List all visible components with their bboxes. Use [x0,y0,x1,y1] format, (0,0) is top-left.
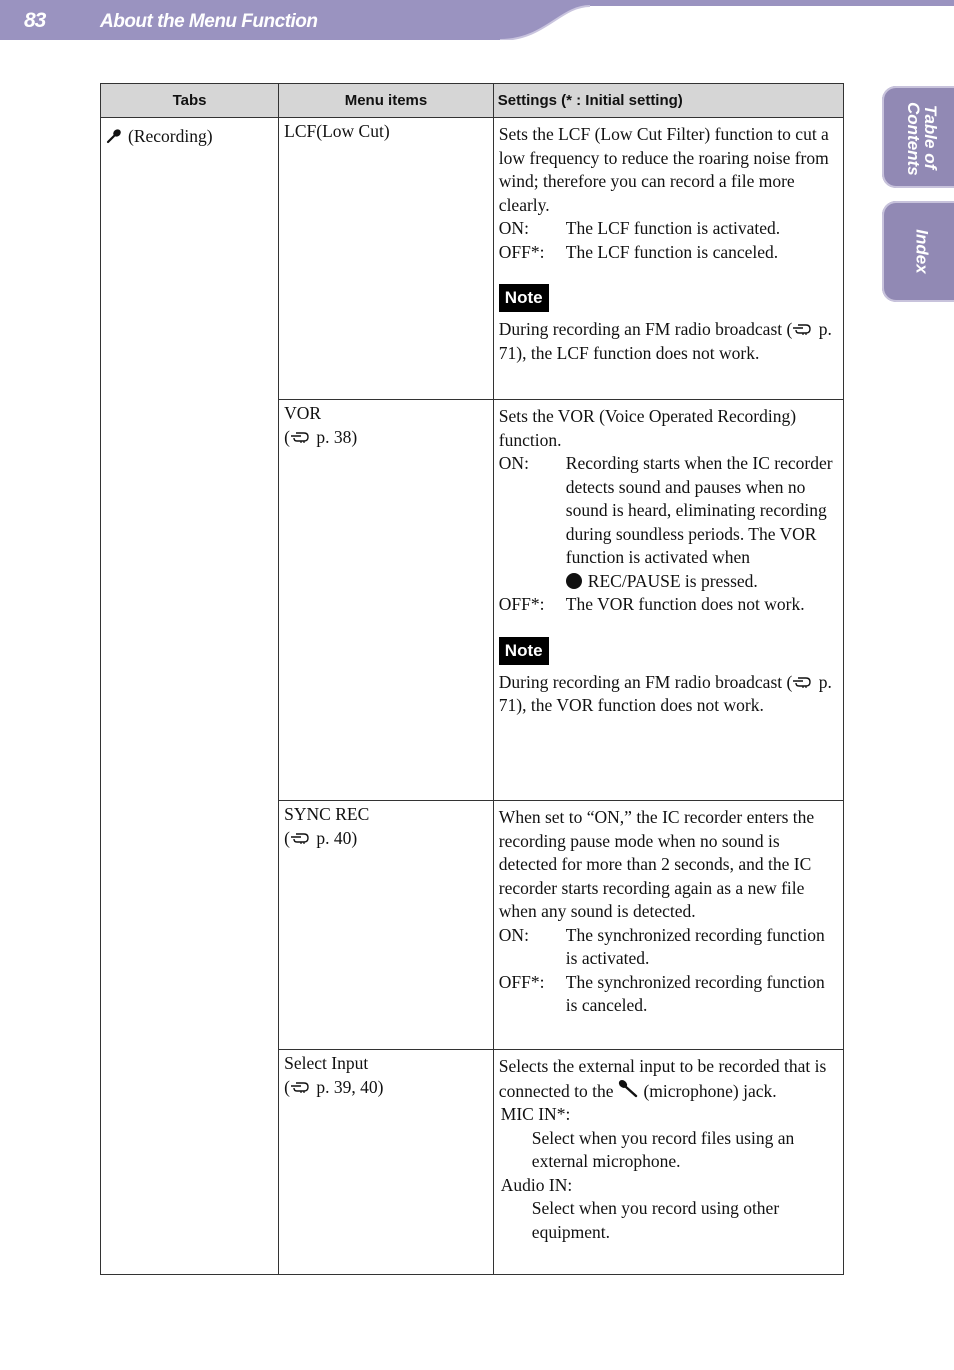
menu-item-label: VOR [284,403,322,423]
record-button-icon [566,573,582,589]
setting-key: ON: [498,218,529,238]
page-reference[interactable]: ( p. 40) [284,827,358,848]
setting-value-text-2: REC/PAUSE is pressed. [587,570,758,591]
setting-key: ON: [498,924,529,945]
page-reference[interactable]: ( p. 38) [284,426,358,447]
setting-value: The synchronized recording function is canceled. [565,971,825,1015]
setting-value-text: Recording starts when the IC recorder detects sound and pauses when no sound is heard, eliminating recording during soundless periods. The VOR function is activated when [565,453,833,567]
note-text [499,671,838,718]
note-text-post: p. 71), the LCF function does not work. [498,319,832,363]
menu-item-label: Select Input [284,1053,369,1073]
page-title: About the Menu Function [100,11,318,32]
table-of-contents-tab[interactable] [882,86,954,188]
table-of-contents-label: Table of Contents [904,102,940,176]
setting-value: The LCF function is canceled. [565,241,779,262]
setting-on [499,217,838,241]
pointing-hand-icon [290,831,312,845]
note-text [499,318,838,365]
page-reference-text: p. 39, 40) [311,1076,384,1097]
header-tabs: Tabs [101,84,279,118]
index-tab[interactable] [882,201,954,302]
setting-off [499,241,838,265]
note-badge: Note [499,637,549,665]
page-reference-text: p. 40) [311,827,358,848]
tab-cell [101,118,279,1275]
setting-description: When set to “ON,” the IC recorder enters the recording pause mode when no sound is detected for more than 2 seconds, and the IC recorder starts recording again as a new file when any sound is detected. [498,807,815,921]
pointing-hand-icon [290,430,312,444]
setting-value: The VOR function does not work. [565,594,805,614]
page-reference[interactable]: ( p. 39, 40) [284,1076,384,1097]
note-text-pre: During recording an FM radio broadcast ( [498,319,793,339]
pointing-hand-icon [290,1080,312,1094]
option-audio-in-desc: Select when you record using other equipment. [531,1198,780,1242]
setting-description-pre: Selects the external input to be recorded that is connected to the [498,1056,827,1101]
menu-item-select-input [279,1050,494,1275]
setting-key: OFF*: [498,971,545,992]
option-mic-in-label: MIC IN*: [500,1104,571,1124]
option-mic-in-desc: Select when you record files using an external microphone. [531,1127,795,1171]
pointing-hand-icon [792,675,814,689]
microphone-icon [106,128,122,144]
menu-item-vor [279,400,494,801]
setting-on [499,452,838,593]
setting-key: OFF*: [498,594,545,614]
page-header [0,0,954,40]
setting-key: OFF*: [498,241,545,262]
setting-key: ON: [498,453,529,473]
pointing-hand-icon [792,322,814,336]
setting-value: The synchronized recording function is activated. [565,924,825,968]
header-settings: Settings (* : Initial setting) [493,84,843,118]
option-audio-in-label: Audio IN: [500,1174,573,1195]
menu-table [100,83,844,1275]
settings-cell [493,1050,843,1275]
note-badge: Note [499,284,549,312]
setting-description [499,1055,838,1103]
table-row [101,118,844,400]
microphone-jack-icon [617,1079,639,1099]
setting-on [499,924,838,971]
setting-off [499,971,838,1018]
note-text-pre: During recording an FM radio broadcast ( [498,671,793,692]
settings-cell [493,400,843,801]
menu-item-label: LCF(Low Cut) [284,121,390,141]
setting-description-post: (microphone) jack. [643,1080,777,1101]
table-header-row [101,84,844,118]
setting-value: The LCF function is activated. [565,218,781,238]
page-reference-text: p. 38) [311,426,358,447]
header-menu-items: Menu items [279,84,494,118]
menu-item-lcf [279,118,494,400]
menu-item-label: SYNC REC [284,804,370,824]
tab-label-recording: (Recording) [128,126,213,146]
settings-cell [493,801,843,1050]
menu-item-sync-rec [279,801,494,1050]
note-text-post: p. 71), the VOR function does not work. [498,671,832,715]
setting-description: Sets the VOR (Voice Operated Recording) function. [498,406,797,450]
setting-description: Sets the LCF (Low Cut Filter) function to cut a low frequency to reduce the roaring noise from wind; therefore you can record a file more clearly. [498,124,829,215]
index-label: Index [912,229,932,274]
page-number: 83 [24,9,46,32]
setting-value [566,452,838,593]
settings-cell [493,118,843,400]
setting-off [499,593,838,617]
